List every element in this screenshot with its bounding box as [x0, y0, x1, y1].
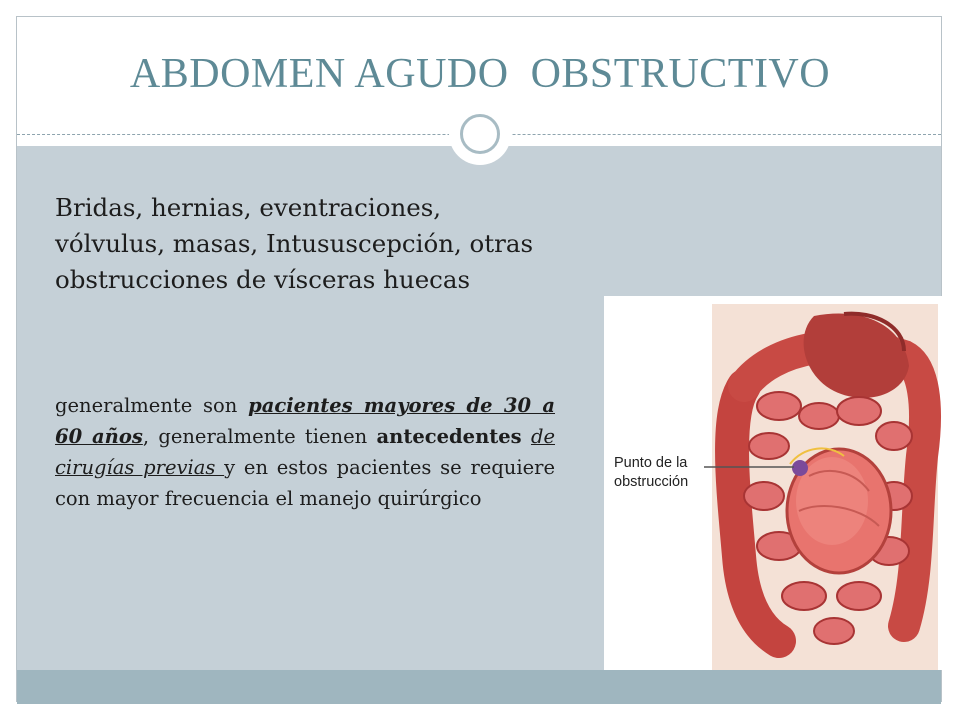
- circle-ornament-icon: [449, 103, 511, 165]
- sub-text-2: , generalmente tienen: [142, 425, 377, 448]
- sub-text-4: y en estos pacientes se requiere con mayor frecuencia el manejo quirúrgico: [55, 456, 555, 510]
- footer-band: [17, 670, 941, 704]
- figure-label: [614, 454, 708, 492]
- bullet-sub-text: [55, 390, 555, 514]
- intestine-obstruction-illustration-icon: [604, 296, 942, 670]
- sub-emphasis-antecedentes: antecedentes: [376, 425, 522, 448]
- figure-label-line1: Punto de la: [614, 455, 688, 471]
- slide-title: ABDOMEN AGUDO OBSTRUCTIVO: [129, 51, 831, 97]
- sub-text-1: generalmente son: [55, 394, 249, 417]
- sub-text-3: [522, 425, 531, 448]
- bullet-main-text: Bridas, hernias, eventraciones, vólvulus, masas, Intususcepción, otras obstrucciones de vísceras huecas: [55, 193, 534, 294]
- sub-emphasis-cirugias: de cirugías previas: [55, 425, 555, 479]
- sub-emphasis-age: pacientes mayores de 30 a 60 años: [55, 394, 555, 448]
- figure-label-line2: obstrucción: [614, 474, 689, 490]
